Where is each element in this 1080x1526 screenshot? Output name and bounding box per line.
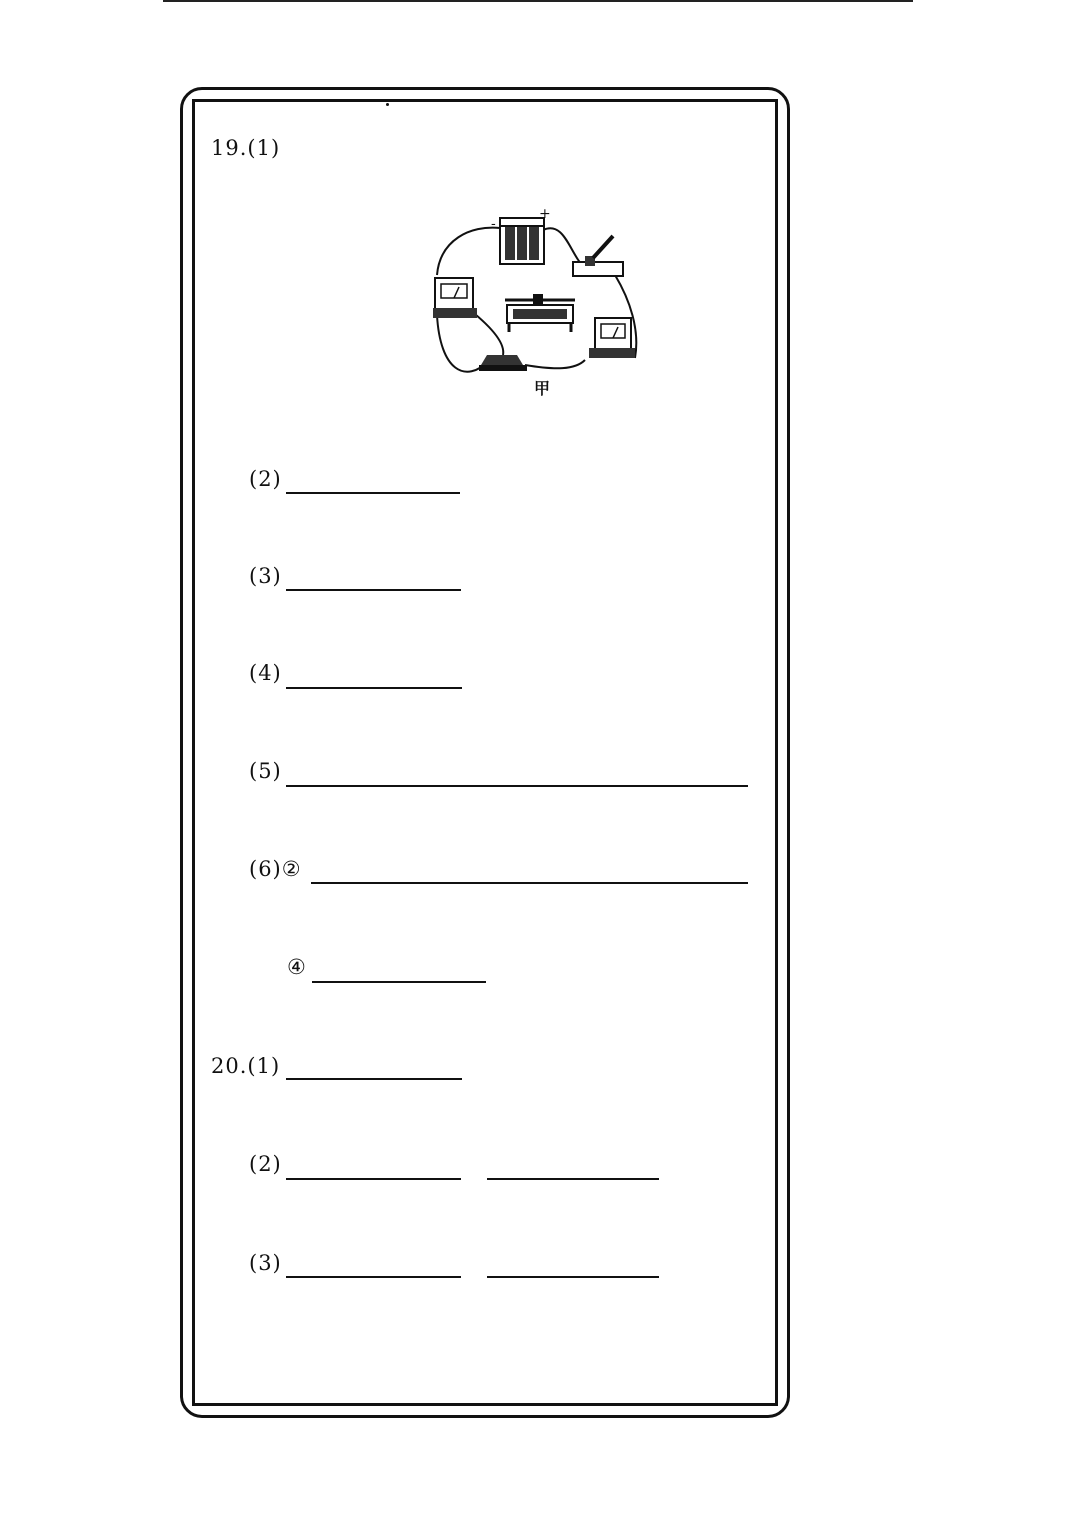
q19-number: 19. xyxy=(211,136,248,160)
q19-part3-blank[interactable] xyxy=(286,589,461,591)
minus-sign: - xyxy=(491,216,496,232)
q20-number: 20. xyxy=(211,1054,248,1078)
q19-part4-label: (4) xyxy=(249,661,282,685)
ammeter-icon xyxy=(433,278,477,318)
q20-part1-blank[interactable] xyxy=(286,1078,462,1080)
q20-part3-label: (3) xyxy=(249,1251,282,1275)
q19-part4-blank[interactable] xyxy=(286,687,462,689)
q20-part1: (1) xyxy=(247,1054,281,1078)
wire xyxy=(437,228,500,275)
q19-part5-blank[interactable] xyxy=(286,785,748,787)
q19-part6-sub4-label: ④ xyxy=(287,955,307,979)
wire xyxy=(437,315,490,372)
plus-sign: + xyxy=(539,206,551,222)
q19-part1-label xyxy=(211,136,280,160)
q19-part1: (1) xyxy=(247,136,281,160)
voltmeter-icon xyxy=(589,318,635,358)
q19-part2-blank[interactable] xyxy=(286,492,460,494)
top-rule xyxy=(163,0,913,2)
q19-part6-label: (6)② xyxy=(249,857,302,881)
q19-part3-label: (3) xyxy=(249,564,282,588)
q20-part2-blank-b[interactable] xyxy=(487,1178,659,1180)
battery-icon xyxy=(500,218,544,264)
rheostat-icon xyxy=(505,294,575,332)
q20-part2-label: (2) xyxy=(249,1152,282,1176)
q19-part6-sub2-blank[interactable] xyxy=(311,882,748,884)
q19-part2-label: (2) xyxy=(249,467,282,491)
q19-part6-sub4-blank[interactable] xyxy=(312,981,486,983)
q20-part1-label xyxy=(211,1054,280,1078)
q19-part5-label: (5) xyxy=(249,759,282,783)
circuit-diagram xyxy=(425,200,655,400)
wire xyxy=(525,360,585,368)
bulb-holder-icon xyxy=(479,355,527,371)
print-speck xyxy=(386,103,389,106)
switch-icon xyxy=(573,236,623,276)
figure-caption: 甲 xyxy=(534,379,551,398)
q20-part3-blank-b[interactable] xyxy=(487,1276,659,1278)
q20-part2-blank-a[interactable] xyxy=(286,1178,461,1180)
q20-part3-blank-a[interactable] xyxy=(286,1276,461,1278)
